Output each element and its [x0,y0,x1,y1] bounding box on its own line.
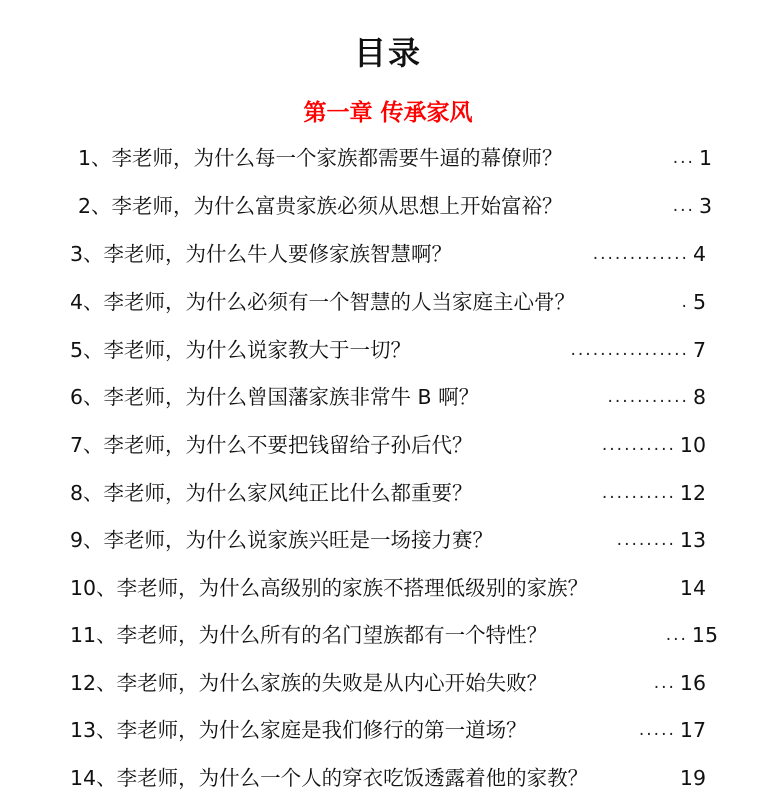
toc-entry[interactable] [70,615,718,655]
toc-entry[interactable] [70,663,706,703]
toc-entry[interactable] [70,520,706,560]
toc-entry[interactable] [78,138,712,178]
toc-entry-text: 9、李老师，为什么说家族兴旺是一场接力赛？ [70,528,494,552]
toc-entry-leader: ... [665,625,688,645]
toc-entry-leader: ... [672,196,695,216]
toc-entry[interactable] [70,330,706,370]
toc-entry[interactable] [78,186,712,226]
chapter-title: 第一章 传承家风 [303,100,473,126]
toc-entry-page: 13 [679,528,706,552]
toc-entry-text: 7、李老师，为什么不要把钱留给子孙后代？ [70,433,473,457]
toc-entry-page: 15 [691,623,718,647]
toc-entry-leader: .......... [601,435,676,455]
toc-entry-page: 5 [692,290,706,314]
toc-entry-page: 8 [692,385,706,409]
toc-entry-text: 11、李老师，为什么所有的名门望族都有一个特性？ [70,623,548,647]
toc-entry-page: 4 [692,242,706,266]
toc-entry[interactable] [70,568,706,608]
toc-entry[interactable] [70,473,706,513]
toc-entry-text: 3、李老师，为什么牛人要修家族智慧啊？ [70,242,453,266]
toc-entry-page: 10 [679,433,706,457]
toc-entry-text: 6、李老师，为什么曾国藩家族非常牛 B 啊？ [70,385,480,409]
toc-entry-text: 10、李老师，为什么高级别的家族不搭理低级别的家族？ [70,576,589,600]
toc-entry-text: 13、李老师，为什么家庭是我们修行的第一道场？ [70,718,527,742]
toc-entry-leader: ............. [592,244,689,264]
page-title: 目录 [353,34,422,72]
toc-entry-leader: . [681,292,689,312]
toc-entry-page: 12 [679,481,706,505]
toc-entry-page: 7 [692,338,706,362]
toc-entry-page: 1 [698,146,712,170]
toc-entry-leader: ................ [570,340,689,360]
toc-entry-leader: .......... [601,483,676,503]
toc-entry-text: 1、李老师，为什么每一个家族都需要牛逼的幕僚师？ [78,146,563,170]
toc-entry[interactable] [70,377,706,417]
toc-entry-text: 5、李老师，为什么说家教大于一切？ [70,338,412,362]
toc-entry[interactable] [70,282,706,322]
toc-entry-text: 8、李老师，为什么家风纯正比什么都重要？ [70,481,473,505]
toc-entry-text: 4、李老师，为什么必须有一个智慧的人当家庭主心骨？ [70,290,576,314]
toc-entry-page: 3 [698,194,712,218]
toc-entry-leader: ... [653,673,676,693]
toc-entry[interactable] [70,710,706,750]
toc-entry-page: 19 [679,766,706,790]
toc-entry-leader: ........... [607,387,689,407]
toc-entry-leader: ........ [616,530,676,550]
toc-entry-leader: ... [672,148,695,168]
toc-entry-text: 12、李老师，为什么家族的失败是从内心开始失败？ [70,671,548,695]
toc-entry-page: 16 [679,671,706,695]
toc-entry[interactable] [70,234,706,274]
toc-entry-text: 14、李老师，为什么一个人的穿衣吃饭透露着他的家教？ [70,766,589,790]
toc-entry-leader: ..... [638,720,676,740]
toc-entry-text: 2、李老师，为什么富贵家族必须从思想上开始富裕？ [78,194,563,218]
toc-entry-page: 14 [679,576,706,600]
toc-entry-page: 17 [679,718,706,742]
toc-entry[interactable] [70,425,706,465]
toc-entry[interactable] [70,758,706,798]
